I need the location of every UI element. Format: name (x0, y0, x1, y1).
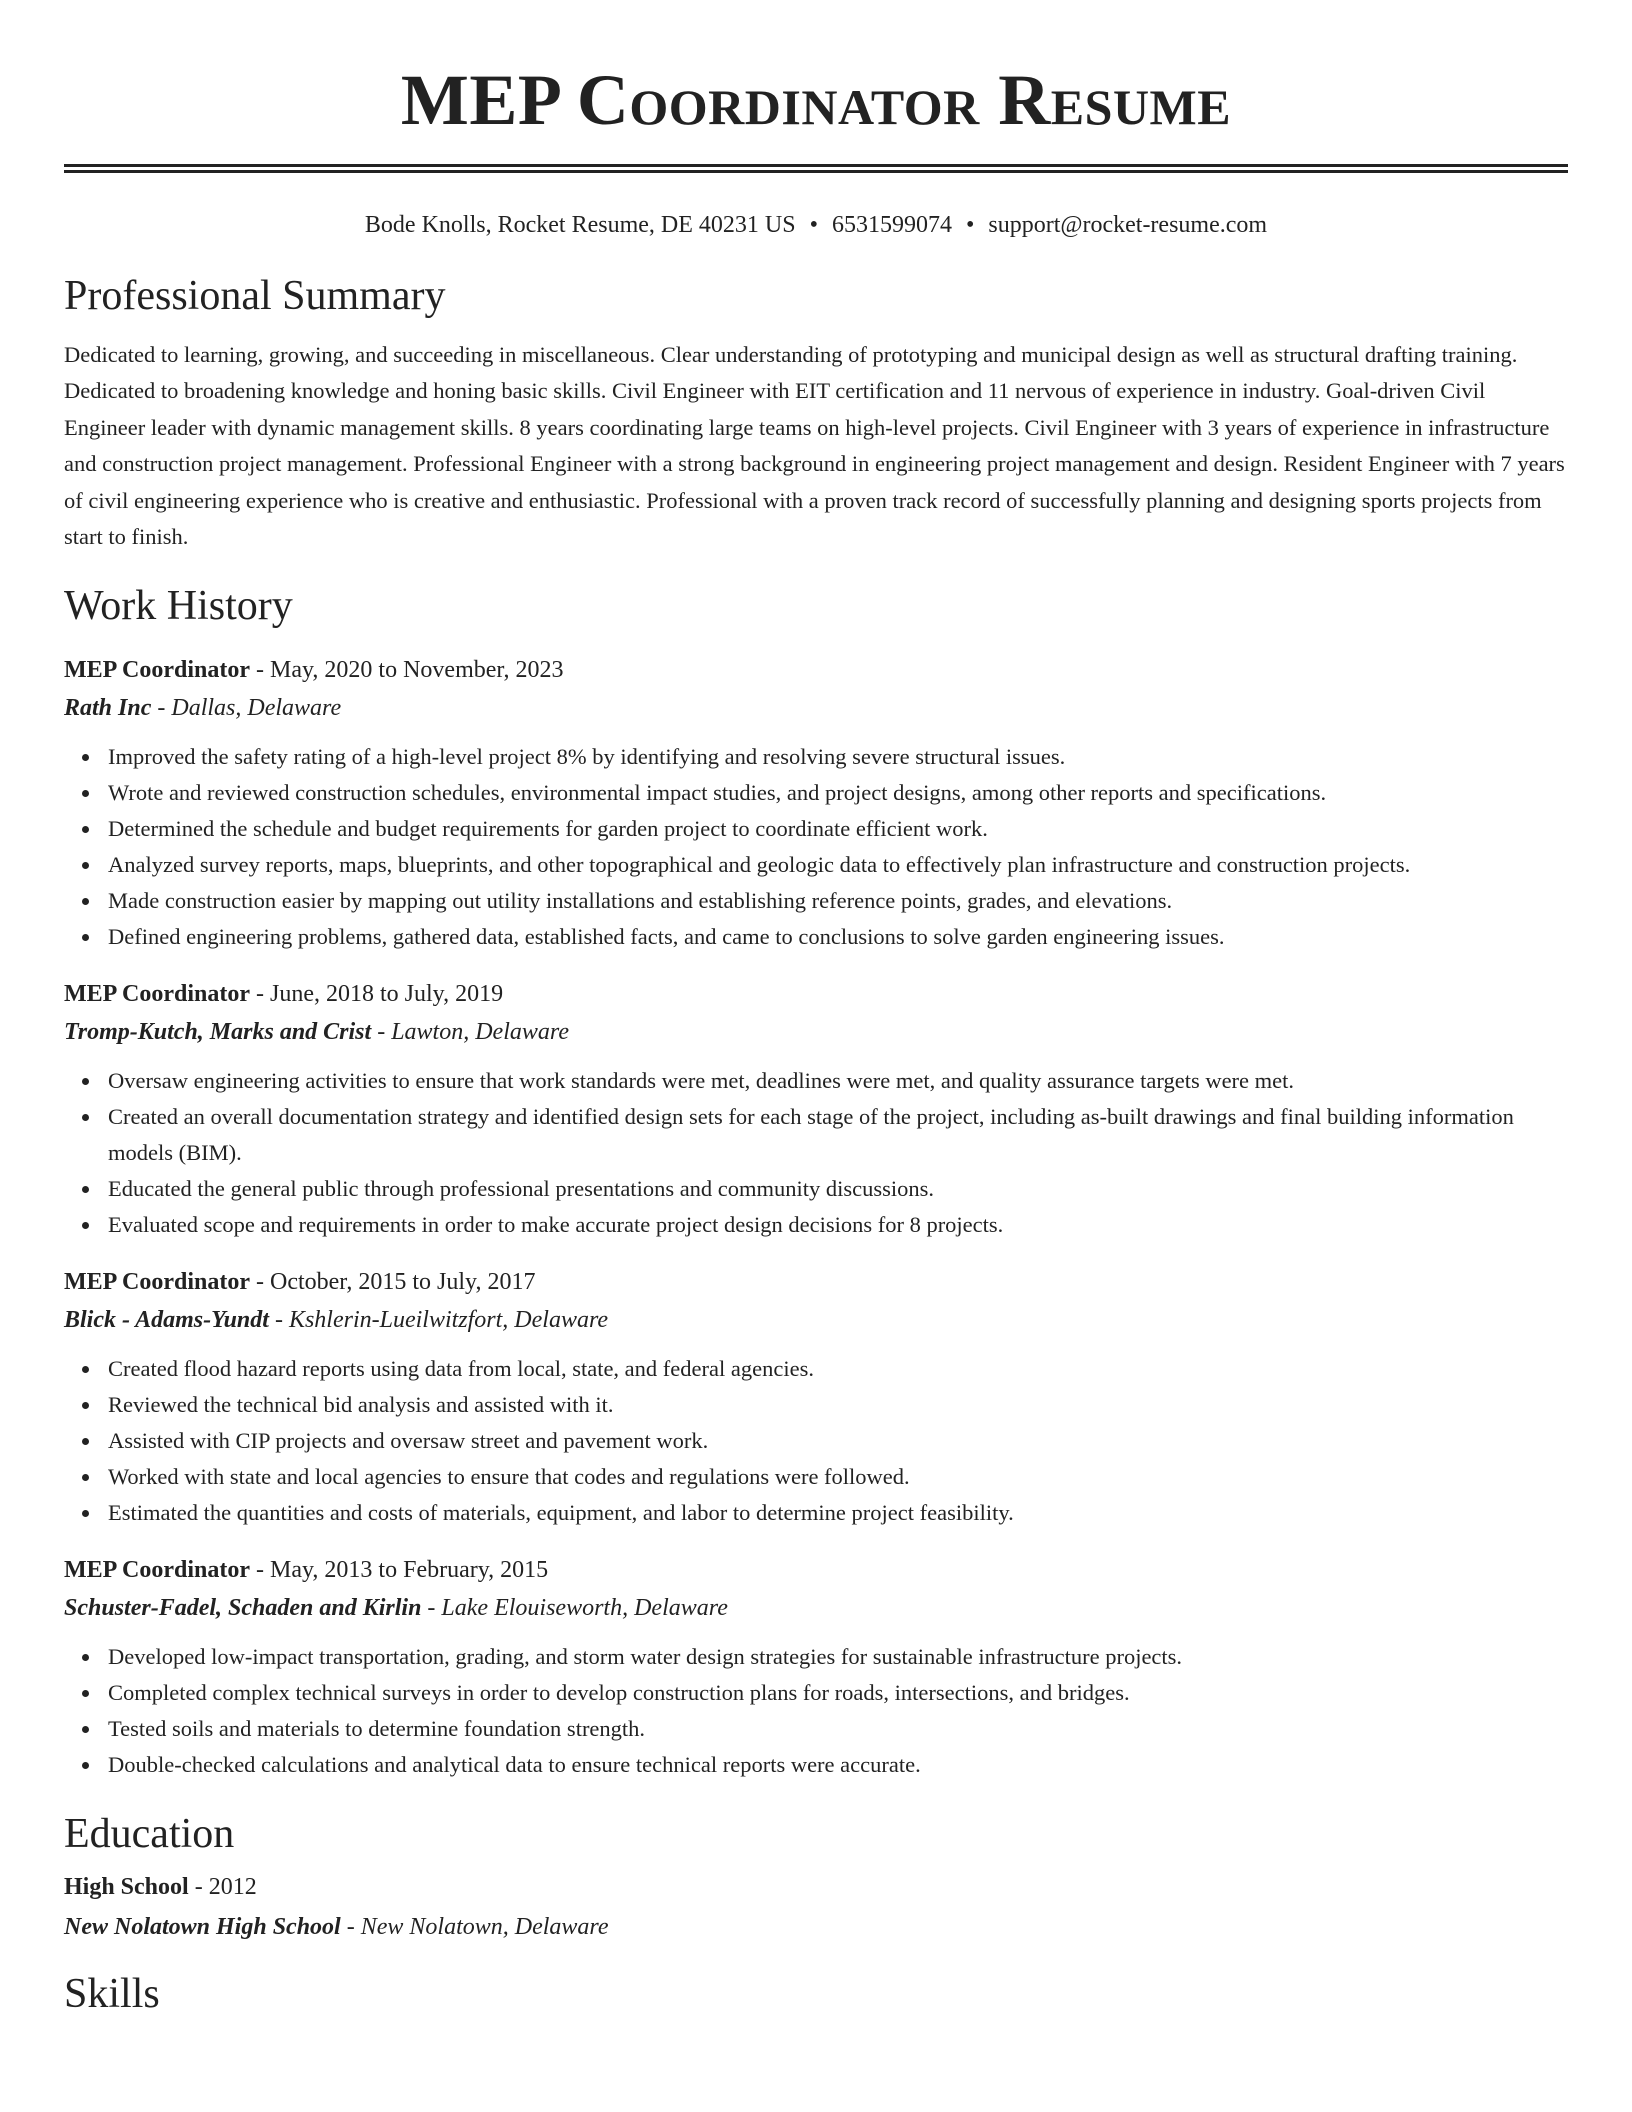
job-bullets (64, 739, 1568, 955)
education-degree: High School (64, 1874, 189, 1901)
dash-separator: - (256, 1557, 264, 1584)
job-bullets (64, 1351, 1568, 1531)
job-bullet: Defined engineering problems, gathered data, established facts, and came to conclusions to solve garden engineering issues. (108, 919, 1568, 955)
contact-line (64, 209, 1568, 241)
job-bullet: Developed low-impact transportation, grading, and storm water design strategies for sustainable infrastructure projects. (108, 1639, 1568, 1675)
education-degree-line (64, 1867, 1568, 1907)
job-bullet: Double-checked calculations and analytical data to ensure technical reports were accurate. (108, 1747, 1568, 1783)
job-bullet: Worked with state and local agencies to ensure that codes and regulations were followed. (108, 1459, 1568, 1495)
job-bullet: Wrote and reviewed construction schedules, environmental impact studies, and project designs, among other reports and specifications. (108, 775, 1568, 811)
dash-separator: - (427, 1595, 436, 1622)
company-line (64, 1301, 1568, 1339)
job-bullet: Created flood hazard reports using data from local, state, and federal agencies. (108, 1351, 1568, 1387)
job-title-line (64, 975, 1568, 1013)
dash-separator: - (256, 657, 264, 684)
job-title: MEP Coordinator (64, 1269, 250, 1296)
dash-separator: - (194, 1874, 203, 1901)
company-location: Lawton, Delaware (391, 1019, 569, 1046)
job-bullet: Oversaw engineering activities to ensure that work standards were met, deadlines were met, and quality assurance targets were met. (108, 1063, 1568, 1099)
job-bullet: Estimated the quantities and costs of materials, equipment, and labor to determine project feasibility. (108, 1495, 1568, 1531)
job-entry (64, 1551, 1568, 1783)
contact-email[interactable]: support@rocket-resume.com (988, 212, 1268, 238)
skills-heading: Skills (64, 1971, 160, 2018)
job-bullet: Determined the schedule and budget requirements for garden project to coordinate efficient work. (108, 811, 1568, 847)
job-bullets (64, 1063, 1568, 1243)
job-title: MEP Coordinator (64, 981, 250, 1008)
job-bullet: Analyzed survey reports, maps, blueprints, and other topographical and geologic data to effectively plan infrastructure and construction projects. (108, 847, 1568, 883)
job-title: MEP Coordinator (64, 1557, 250, 1584)
job-bullet: Completed complex technical surveys in order to develop construction plans for roads, intersections, and bridges. (108, 1675, 1568, 1711)
job-dates: May, 2020 to November, 2023 (270, 657, 564, 684)
dash-separator: - (346, 1914, 355, 1941)
job-dates: June, 2018 to July, 2019 (270, 981, 504, 1008)
dash-separator: - (256, 1269, 264, 1296)
contact-address: Bode Knolls, Rocket Resume, DE 40231 US (364, 212, 796, 238)
company-name: Blick - Adams-Yundt (64, 1307, 269, 1334)
job-bullet: Tested soils and materials to determine foundation strength. (108, 1711, 1568, 1747)
resume-title: MEP Coordinator Resume (400, 60, 1232, 140)
job-title-line (64, 651, 1568, 689)
dash-separator: - (274, 1307, 283, 1334)
job-dates: May, 2013 to February, 2015 (270, 1557, 549, 1584)
job-entry (64, 975, 1568, 1243)
company-line (64, 1013, 1568, 1051)
job-entry (64, 651, 1568, 955)
education-year: 2012 (208, 1874, 257, 1901)
job-title-line (64, 1551, 1568, 1589)
job-bullet: Evaluated scope and requirements in order to make accurate project design decisions for 8 projects. (108, 1207, 1568, 1243)
title-divider (64, 164, 1568, 173)
summary-heading: Professional Summary (64, 273, 446, 319)
job-entry (64, 1263, 1568, 1531)
job-bullet: Assisted with CIP projects and oversaw street and pavement work. (108, 1423, 1568, 1459)
education-location: New Nolatown, Delaware (360, 1914, 609, 1941)
education-school-line (64, 1907, 1568, 1947)
company-line (64, 1589, 1568, 1627)
job-dates: October, 2015 to July, 2017 (270, 1269, 536, 1296)
company-name: Rath Inc (64, 695, 152, 722)
dash-separator: - (157, 695, 166, 722)
company-line (64, 689, 1568, 727)
job-bullets (64, 1639, 1568, 1783)
job-bullet: Reviewed the technical bid analysis and assisted with it. (108, 1387, 1568, 1423)
job-bullet: Improved the safety rating of a high-level project 8% by identifying and resolving severe structural issues. (108, 739, 1568, 775)
company-name: Tromp-Kutch, Marks and Crist (64, 1019, 372, 1046)
contact-separator: • (809, 212, 818, 238)
contact-phone: 6531599074 (831, 212, 952, 238)
company-name: Schuster-Fadel, Schaden and Kirlin (64, 1595, 422, 1622)
job-bullet: Educated the general public through professional presentations and community discussions. (108, 1171, 1568, 1207)
dash-separator: - (377, 1019, 386, 1046)
job-title: MEP Coordinator (64, 657, 250, 684)
contact-separator: • (965, 212, 975, 238)
dash-separator: - (256, 981, 264, 1008)
work-history-heading: Work History (64, 583, 293, 630)
education-school: New Nolatown High School (64, 1914, 341, 1941)
company-location: Dallas, Delaware (171, 695, 342, 722)
company-location: Kshlerin-Lueilwitzfort, Delaware (288, 1307, 609, 1334)
job-bullet: Created an overall documentation strategy and identified design sets for each stage of the project, including as-built drawings and final building information models (BIM). (108, 1099, 1568, 1171)
job-title-line (64, 1263, 1568, 1301)
summary-text: Dedicated to learning, growing, and succeeding in miscellaneous. Clear understanding of prototyping and municipal design as well as structural drafting training. Dedicated to broadening knowledge and honing basic skills. Civil Engineer with EIT certification and 11 nervous of experience in industry. Goal-driven Civil Engineer leader with dynamic management skills. 8 years coordinating large teams on high-level projects. Civil Engineer with 3 years of experience in infrastructure and construction project management. Professional Engineer with a strong background in engineering project management and design. Resident Engineer with 7 years of civil engineering experience who is creative and enthusiastic. Professional with a proven track record of successfully planning and designing sports projects from start to finish. (64, 342, 1565, 550)
company-location: Lake Elouiseworth, Delaware (441, 1595, 728, 1622)
education-heading: Education (64, 1811, 235, 1858)
job-bullet: Made construction easier by mapping out utility installations and establishing reference points, grades, and elevations. (108, 883, 1568, 919)
